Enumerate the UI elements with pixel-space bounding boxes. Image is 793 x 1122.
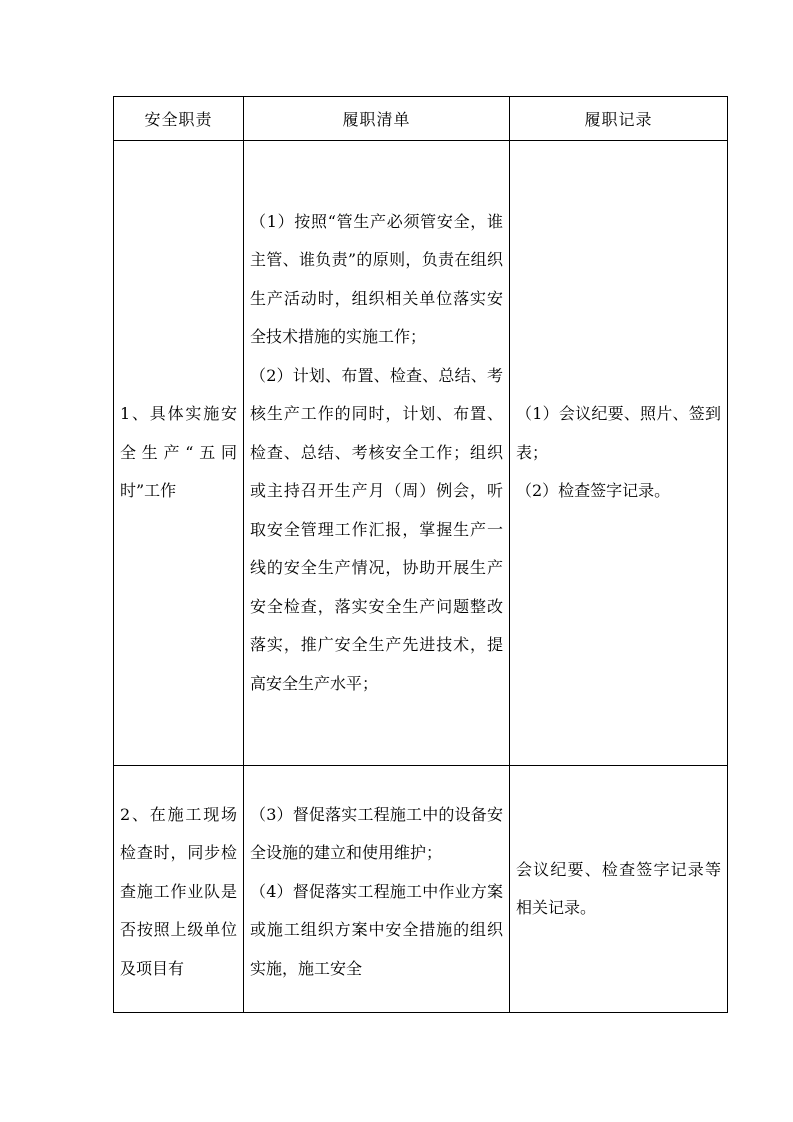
checklist-cell [244, 141, 510, 766]
records-cell [510, 766, 728, 1013]
header-records: 履职记录 [510, 97, 728, 141]
header-duty: 安全职责 [114, 97, 244, 141]
checklist-item: （2）计划、布置、检查、总结、考核生产工作的同时，计划、布置、检查、总结、考核安全工作；组织或主持召开生产月（周）例会，听取安全管理工作汇报，掌握生产一线的安全生产情况，协助开展生产安全检查，落实安全生产问题整改落实，推广安全生产先进技术，提高安全生产水平； [250, 365, 503, 693]
table-row [114, 766, 728, 1013]
table-header-row [114, 97, 728, 141]
checklist-item: （4）督促落实工程施工中作业方案或施工组织方案中安全措施的组织实施，施工安全 [250, 881, 503, 978]
record-item: （1）会议纪要、照片、签到表； [516, 404, 721, 462]
table-row [114, 141, 728, 766]
duty-text: 1、具体实施安全生产“五同时”工作 [120, 404, 237, 501]
record-item: （2）检查签字记录。 [516, 481, 671, 501]
checklist-item: （1）按照“管生产必须管安全，谁主管、谁负责”的原则，负责在组织生产活动时，组织相关单位落实安全技术措施的实施工作； [250, 211, 503, 347]
duty-cell [114, 141, 244, 766]
checklist-cell [244, 766, 510, 1013]
header-checklist: 履职清单 [244, 97, 510, 141]
duty-cell [114, 766, 244, 1013]
duty-table [113, 96, 728, 1013]
duty-text: 2、在施工现场检查时，同步检查施工作业队是否按照上级单位及项目有 [120, 804, 237, 978]
checklist-item: （3）督促落实工程施工中的设备安全设施的建立和使用维护； [250, 804, 503, 863]
records-cell [510, 141, 728, 766]
record-item: 会议纪要、检查签字记录等相关记录。 [516, 859, 721, 917]
